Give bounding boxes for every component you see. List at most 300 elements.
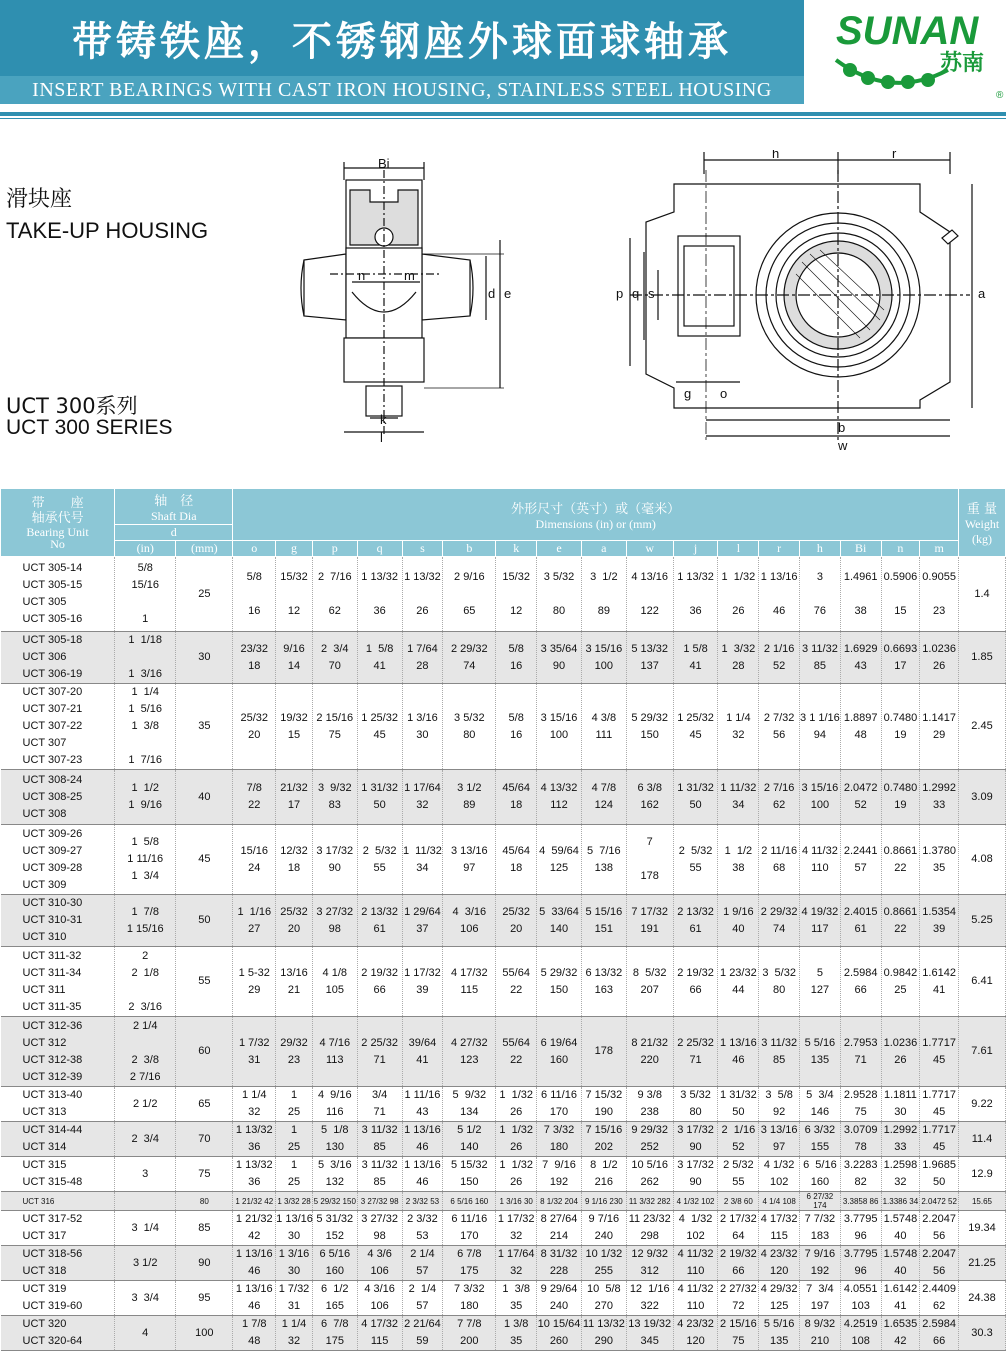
dim-cell-g: 15/32 12 <box>276 557 313 632</box>
dim-cell-j: 3 17/32 90 <box>673 1122 718 1157</box>
label-g: g <box>684 386 692 401</box>
bearing-unit-cell: UCT 305-14 UCT 305-15 UCT 305 UCT 305-16 <box>1 557 115 632</box>
dim-cell-j: 4 11/32 110 <box>673 1281 718 1316</box>
dim-cell-b: 2 9/16 65 <box>443 557 496 632</box>
dim-cell-h: 8 9/32 210 <box>800 1316 841 1351</box>
table-row <box>1 1246 1006 1281</box>
side-view <box>301 156 511 445</box>
shaft-mm-cell: 65 <box>176 1087 233 1122</box>
bearing-unit-cell: UCT 317-52 UCT 317 <box>1 1211 115 1246</box>
dim-cell-j: 1 13/32 36 <box>673 557 718 632</box>
dim-cell-r: 4 17/32 115 <box>759 1211 800 1246</box>
technical-drawing <box>290 150 1006 460</box>
dim-cell-j: 2 19/32 66 <box>673 947 718 1017</box>
dim-cell-r: 1 13/16 46 <box>759 557 800 632</box>
bearing-unit-cell: UCT 319 UCT 319-60 <box>1 1281 115 1316</box>
shaft-mm-cell: 85 <box>176 1211 233 1246</box>
dim-cell-e: 10 15/64 260 <box>537 1316 582 1351</box>
shaft-mm-cell: 35 <box>176 684 233 770</box>
dim-cell-k: 25/32 20 <box>496 895 537 947</box>
header-col-r: r <box>759 541 800 557</box>
dim-cell-b: 3 5/32 80 <box>443 684 496 770</box>
dim-cell-Bi: 2.2441 57 <box>840 825 881 895</box>
table-row <box>1 1192 1006 1211</box>
weight-cell: 9.22 <box>959 1087 1006 1122</box>
shaft-mm-cell: 40 <box>176 770 233 825</box>
dim-cell-a: 5 7/16 138 <box>581 825 626 895</box>
weight-cell: 7.61 <box>959 1017 1006 1087</box>
shaft-in-cell: 1 1/2 1 9/16 <box>115 770 176 825</box>
bearing-unit-cell: UCT 309-26 UCT 309-27 UCT 309-28 UCT 309 <box>1 825 115 895</box>
dim-cell-h: 7 3/4 197 <box>800 1281 841 1316</box>
dim-cell-s: 2 1/4 57 <box>402 1281 443 1316</box>
dim-cell-n: 1.6535 42 <box>881 1316 920 1351</box>
dim-cell-o: 1 13/32 36 <box>233 1122 276 1157</box>
housing-drawing <box>290 150 1006 460</box>
header-mm: (mm) <box>176 541 233 557</box>
dim-cell-w: 10 5/16 262 <box>626 1157 673 1192</box>
dim-cell-Bi: 1.4961 38 <box>840 557 881 632</box>
shaft-in-cell: 2 1/2 <box>115 1087 176 1122</box>
dim-cell-b: 5 1/2 140 <box>443 1122 496 1157</box>
dim-cell-a: 4 7/8 124 <box>581 770 626 825</box>
dim-cell-k: 1 3/16 30 <box>496 1192 537 1211</box>
dim-cell-q: 3 11/32 85 <box>357 1122 402 1157</box>
dim-cell-e: 9 29/64 240 <box>537 1281 582 1316</box>
dim-cell-g: 25/32 20 <box>276 895 313 947</box>
dim-cell-q: 2 13/32 61 <box>357 895 402 947</box>
dim-cell-j: 4 11/32 110 <box>673 1246 718 1281</box>
dim-cell-l: 2 5/32 55 <box>718 1157 759 1192</box>
dim-cell-a: 10 1/32 255 <box>581 1246 626 1281</box>
dim-cell-g: 12/32 18 <box>276 825 313 895</box>
dim-cell-m: 1.3780 35 <box>920 825 959 895</box>
dim-cell-a: 9 7/16 240 <box>581 1211 626 1246</box>
dim-cell-n: 0.6693 17 <box>881 632 920 684</box>
shaft-in-cell: 3 1/4 <box>115 1211 176 1246</box>
bearing-unit-cell: UCT 314-44 UCT 314 <box>1 1122 115 1157</box>
dim-cell-g: 1 3/16 30 <box>276 1246 313 1281</box>
dim-cell-q: 3/4 71 <box>357 1087 402 1122</box>
weight-cell: 21.25 <box>959 1246 1006 1281</box>
dim-cell-q: 2 19/32 66 <box>357 947 402 1017</box>
table-row <box>1 770 1006 825</box>
dim-cell-k: 15/32 12 <box>496 557 537 632</box>
shaft-mm-cell: 45 <box>176 825 233 895</box>
dim-cell-q: 4 3/6 106 <box>357 1246 402 1281</box>
dim-cell-l: 1 11/32 34 <box>718 770 759 825</box>
dim-cell-a: 5 15/16 151 <box>581 895 626 947</box>
dim-cell-l: 2 19/32 66 <box>718 1246 759 1281</box>
sunan-logo <box>830 0 1006 104</box>
bearing-unit-cell: UCT 320 UCT 320-64 <box>1 1316 115 1351</box>
weight-cell: 15.65 <box>959 1192 1006 1211</box>
header-col-l: l <box>718 541 759 557</box>
dim-cell-j: 4 23/32 120 <box>673 1316 718 1351</box>
dim-cell-m: 0.9055 23 <box>920 557 959 632</box>
dim-cell-n: 1.6142 41 <box>881 1281 920 1316</box>
label-r: r <box>892 150 897 161</box>
dim-cell-e: 4 59/64 125 <box>537 825 582 895</box>
dim-cell-o: 1 1/4 32 <box>233 1087 276 1122</box>
dim-cell-w: 7 178 <box>626 825 673 895</box>
shaft-in-cell: 3 <box>115 1157 176 1192</box>
shaft-in-cell: 4 <box>115 1316 176 1351</box>
dim-cell-n: 1.3386 34 <box>881 1192 920 1211</box>
spec-table <box>0 488 1006 1351</box>
dim-cell-r: 3 11/32 85 <box>759 1017 800 1087</box>
series-title-cn: UCT 300系列 <box>6 394 138 418</box>
header-col-a: a <box>581 541 626 557</box>
label-q: q <box>632 286 640 301</box>
dim-cell-w: 8 21/32 220 <box>626 1017 673 1087</box>
dim-cell-p: 4 9/16 116 <box>312 1087 357 1122</box>
shaft-mm-cell: 75 <box>176 1157 233 1192</box>
bearing-unit-cell: UCT 307-20 UCT 307-21 UCT 307-22 UCT 307 UCT 307-23 <box>1 684 115 770</box>
dim-cell-h: 6 27/32 174 <box>800 1192 841 1211</box>
dim-cell-w: 12 9/32 312 <box>626 1246 673 1281</box>
dim-cell-p: 5 29/32 150 <box>312 1192 357 1211</box>
dim-cell-a: 178 <box>581 1017 626 1087</box>
shaft-in-cell: 2 3/4 <box>115 1122 176 1157</box>
header-col-g: g <box>276 541 313 557</box>
dim-cell-p: 4 7/16 113 <box>312 1017 357 1087</box>
dim-cell-m: 2.2047 56 <box>920 1246 959 1281</box>
dim-cell-q: 3 11/32 85 <box>357 1157 402 1192</box>
dim-cell-m: 2.2047 56 <box>920 1211 959 1246</box>
dim-cell-n: 1.0236 26 <box>881 1017 920 1087</box>
dim-cell-r: 2 29/32 74 <box>759 895 800 947</box>
dim-cell-j: 2 13/32 61 <box>673 895 718 947</box>
shaft-in-cell: 1 7/8 1 15/16 <box>115 895 176 947</box>
dim-cell-m: 1.7717 45 <box>920 1017 959 1087</box>
table-row <box>1 1122 1006 1157</box>
table-row <box>1 632 1006 684</box>
dim-cell-p: 6 1/2 165 <box>312 1281 357 1316</box>
front-view <box>616 150 986 453</box>
logo-brand-en: SUNAN <box>836 9 979 53</box>
header-col-s: s <box>402 541 443 557</box>
dim-cell-a: 3 15/16 100 <box>581 632 626 684</box>
dim-cell-w: 5 29/32 150 <box>626 684 673 770</box>
dim-cell-b: 6 11/16 170 <box>443 1211 496 1246</box>
dim-cell-o: 1 1/16 27 <box>233 895 276 947</box>
dim-cell-m: 1.7717 45 <box>920 1122 959 1157</box>
dim-cell-w: 8 5/32 207 <box>626 947 673 1017</box>
logo-brand-cn: 苏南 <box>940 51 985 76</box>
header-shaft-symbol: d <box>115 525 233 541</box>
dim-cell-r: 2 7/16 62 <box>759 770 800 825</box>
dim-cell-l: 2 1/16 52 <box>718 1122 759 1157</box>
dim-cell-h: 3 76 <box>800 557 841 632</box>
label-d: d <box>488 286 496 301</box>
dim-cell-g: 1 13/16 30 <box>276 1211 313 1246</box>
dim-cell-Bi: 3.2283 82 <box>840 1157 881 1192</box>
label-w: w <box>838 438 848 453</box>
dim-cell-e: 3 35/64 90 <box>537 632 582 684</box>
dim-cell-e: 4 13/32 112 <box>537 770 582 825</box>
shaft-in-cell: 5/8 15/16 1 <box>115 557 176 632</box>
dim-cell-r: 4 29/32 125 <box>759 1281 800 1316</box>
dim-cell-j: 1 5/8 41 <box>673 632 718 684</box>
dim-cell-k: 1 1/32 26 <box>496 1122 537 1157</box>
header-weight: 重 量 Weight (kg) <box>959 489 1006 557</box>
dim-cell-h: 5 3/4 146 <box>800 1087 841 1122</box>
dim-cell-m: 1.7717 45 <box>920 1087 959 1122</box>
dim-cell-m: 1.2992 33 <box>920 770 959 825</box>
label-l: l <box>380 430 383 445</box>
dim-cell-w: 11 23/32 298 <box>626 1211 673 1246</box>
dim-cell-b: 3 13/16 97 <box>443 825 496 895</box>
dim-cell-a: 4 3/8 111 <box>581 684 626 770</box>
spec-table-body <box>1 557 1006 1351</box>
dim-cell-g: 1 25 <box>276 1122 313 1157</box>
header-col-n: n <box>881 541 920 557</box>
dim-cell-w: 12 1/16 322 <box>626 1281 673 1316</box>
shaft-in-cell: 1 5/8 1 11/16 1 3/4 <box>115 825 176 895</box>
dim-cell-m: 2.5984 66 <box>920 1316 959 1351</box>
dim-cell-h: 5 127 <box>800 947 841 1017</box>
header-col-m: m <box>920 541 959 557</box>
weight-cell: 1.85 <box>959 632 1006 684</box>
header-col-j: j <box>673 541 718 557</box>
registered-mark: ® <box>996 90 1004 101</box>
dim-cell-j: 2 25/32 71 <box>673 1017 718 1087</box>
logo-graphic <box>830 0 1006 104</box>
dim-cell-b: 7 3/32 180 <box>443 1281 496 1316</box>
dim-cell-l: 2 3/8 60 <box>718 1192 759 1211</box>
shaft-in-cell: 3 3/4 <box>115 1281 176 1316</box>
table-row <box>1 557 1006 632</box>
dim-cell-h: 3 1 1/16 94 <box>800 684 841 770</box>
dim-cell-n: 1.5748 40 <box>881 1211 920 1246</box>
dim-cell-Bi: 1.6929 43 <box>840 632 881 684</box>
dim-cell-h: 3 11/32 85 <box>800 632 841 684</box>
label-k: k <box>380 412 387 427</box>
dim-cell-h: 7 7/32 183 <box>800 1211 841 1246</box>
dim-cell-m: 1.1417 29 <box>920 684 959 770</box>
dim-cell-w: 13 19/32 345 <box>626 1316 673 1351</box>
table-row <box>1 1087 1006 1122</box>
bearing-unit-cell: UCT 305-18 UCT 306 UCT 306-19 <box>1 632 115 684</box>
dim-cell-o: 1 13/32 36 <box>233 1157 276 1192</box>
header-bearing-unit: 带 座 轴承代号 Bearing Unit No <box>1 489 115 557</box>
dim-cell-s: 1 13/32 26 <box>402 557 443 632</box>
dim-cell-e: 6 19/64 160 <box>537 1017 582 1087</box>
label-s: s <box>648 286 655 301</box>
dim-cell-k: 1 17/64 32 <box>496 1246 537 1281</box>
dim-cell-n: 0.8661 22 <box>881 825 920 895</box>
dim-cell-k: 45/64 18 <box>496 825 537 895</box>
dim-cell-b: 4 27/32 123 <box>443 1017 496 1087</box>
dim-cell-l: 1 13/16 46 <box>718 1017 759 1087</box>
shaft-mm-cell: 50 <box>176 895 233 947</box>
header-col-k: k <box>496 541 537 557</box>
dim-cell-o: 1 13/16 46 <box>233 1281 276 1316</box>
label-h: h <box>772 150 780 161</box>
dim-cell-Bi: 2.4015 61 <box>840 895 881 947</box>
dim-cell-j: 2 5/32 55 <box>673 825 718 895</box>
dim-cell-e: 6 11/16 170 <box>537 1087 582 1122</box>
dim-cell-s: 2 3/32 53 <box>402 1211 443 1246</box>
dim-cell-g: 1 25 <box>276 1157 313 1192</box>
dim-cell-l: 1 1/4 32 <box>718 684 759 770</box>
dim-cell-b: 4 3/16 106 <box>443 895 496 947</box>
dim-cell-a: 9 1/16 230 <box>581 1192 626 1211</box>
shaft-mm-cell: 100 <box>176 1316 233 1351</box>
dim-cell-l: 2 17/32 64 <box>718 1211 759 1246</box>
dim-cell-b: 3 1/2 89 <box>443 770 496 825</box>
dim-cell-p: 3 17/32 90 <box>312 825 357 895</box>
dim-cell-a: 7 15/32 190 <box>581 1087 626 1122</box>
dim-cell-b: 2 29/32 74 <box>443 632 496 684</box>
dim-cell-Bi: 2.0472 52 <box>840 770 881 825</box>
dim-cell-s: 39/64 41 <box>402 1017 443 1087</box>
dim-cell-s: 1 13/16 46 <box>402 1157 443 1192</box>
dim-cell-r: 2 7/32 56 <box>759 684 800 770</box>
header-col-p: p <box>312 541 357 557</box>
dim-cell-q: 3 27/32 98 <box>357 1192 402 1211</box>
dim-cell-q: 4 3/16 106 <box>357 1281 402 1316</box>
dim-cell-q: 2 5/32 55 <box>357 825 402 895</box>
dim-cell-p: 2 7/16 62 <box>312 557 357 632</box>
dim-cell-m: 1.9685 50 <box>920 1157 959 1192</box>
table-row <box>1 895 1006 947</box>
header-col-q: q <box>357 541 402 557</box>
dim-cell-n: 0.7480 19 <box>881 770 920 825</box>
shaft-in-cell: 2 1/4 2 3/8 2 7/16 <box>115 1017 176 1087</box>
header-col-w: w <box>626 541 673 557</box>
dim-cell-e: 7 9/16 192 <box>537 1157 582 1192</box>
dim-cell-s: 1 17/32 39 <box>402 947 443 1017</box>
dim-cell-k: 1 3/8 35 <box>496 1316 537 1351</box>
dim-cell-b: 6 5/16 160 <box>443 1192 496 1211</box>
dim-cell-g: 1 7/32 31 <box>276 1281 313 1316</box>
shaft-mm-cell: 95 <box>176 1281 233 1316</box>
dim-cell-o: 5/8 16 <box>233 557 276 632</box>
dim-cell-g: 9/16 14 <box>276 632 313 684</box>
dim-cell-k: 45/64 18 <box>496 770 537 825</box>
dim-cell-s: 1 11/16 43 <box>402 1087 443 1122</box>
dim-cell-g: 29/32 23 <box>276 1017 313 1087</box>
weight-cell: 6.41 <box>959 947 1006 1017</box>
bearing-unit-cell: UCT 313-40 UCT 313 <box>1 1087 115 1122</box>
dim-cell-l: 1 9/16 40 <box>718 895 759 947</box>
weight-cell: 30.3 <box>959 1316 1006 1351</box>
bearing-unit-cell: UCT 315 UCT 315-48 <box>1 1157 115 1192</box>
dim-cell-g: 1 25 <box>276 1087 313 1122</box>
weight-cell: 5.25 <box>959 895 1006 947</box>
dim-cell-Bi: 3.3858 86 <box>840 1192 881 1211</box>
dim-cell-a: 6 13/32 163 <box>581 947 626 1017</box>
dim-cell-p: 3 9/32 83 <box>312 770 357 825</box>
dim-cell-b: 6 7/8 175 <box>443 1246 496 1281</box>
dim-cell-j: 4 1/32 102 <box>673 1211 718 1246</box>
dim-cell-w: 5 13/32 137 <box>626 632 673 684</box>
weight-cell: 12.9 <box>959 1157 1006 1192</box>
dim-cell-r: 4 1/4 108 <box>759 1192 800 1211</box>
dim-cell-w: 6 3/8 162 <box>626 770 673 825</box>
dim-cell-l: 2 15/16 75 <box>718 1316 759 1351</box>
dim-cell-q: 3 27/32 98 <box>357 1211 402 1246</box>
dim-cell-l: 1 23/32 44 <box>718 947 759 1017</box>
dim-cell-h: 6 5/16 160 <box>800 1157 841 1192</box>
dim-cell-Bi: 3.7795 96 <box>840 1211 881 1246</box>
dim-cell-o: 25/32 20 <box>233 684 276 770</box>
dim-cell-k: 1 1/32 26 <box>496 1157 537 1192</box>
dim-cell-s: 2 3/32 53 <box>402 1192 443 1211</box>
dim-cell-j: 4 1/32 102 <box>673 1192 718 1211</box>
dim-cell-q: 2 25/32 71 <box>357 1017 402 1087</box>
shaft-mm-cell: 60 <box>176 1017 233 1087</box>
dim-cell-p: 2 3/4 70 <box>312 632 357 684</box>
dim-cell-h: 6 3/32 155 <box>800 1122 841 1157</box>
dim-cell-q: 1 31/32 50 <box>357 770 402 825</box>
dim-cell-m: 1.6142 41 <box>920 947 959 1017</box>
series-title-en: UCT 300 SERIES <box>6 416 173 439</box>
shaft-in-cell: 1 1/4 1 5/16 1 3/8 1 7/16 <box>115 684 176 770</box>
dim-cell-o: 1 7/8 48 <box>233 1316 276 1351</box>
shaft-mm-cell: 90 <box>176 1246 233 1281</box>
banner <box>0 0 804 104</box>
dim-cell-Bi: 3.0709 78 <box>840 1122 881 1157</box>
table-row <box>1 1017 1006 1087</box>
weight-cell: 24.38 <box>959 1281 1006 1316</box>
dim-cell-p: 5 31/32 152 <box>312 1211 357 1246</box>
dim-cell-p: 6 7/8 175 <box>312 1316 357 1351</box>
section-title-en: TAKE-UP HOUSING <box>6 218 209 243</box>
dim-cell-Bi: 4.2519 108 <box>840 1316 881 1351</box>
dim-cell-Bi: 2.7953 71 <box>840 1017 881 1087</box>
dim-cell-n: 0.8661 22 <box>881 895 920 947</box>
dim-cell-p: 2 15/16 75 <box>312 684 357 770</box>
dim-cell-e: 3 15/16 100 <box>537 684 582 770</box>
dim-cell-s: 1 7/64 28 <box>402 632 443 684</box>
section-title-cn: 滑块座 <box>6 187 73 212</box>
dim-cell-b: 5 15/32 150 <box>443 1157 496 1192</box>
dim-cell-Bi: 2.9528 75 <box>840 1087 881 1122</box>
dim-cell-j: 3 5/32 80 <box>673 1087 718 1122</box>
table-row <box>1 1211 1006 1246</box>
label-b: b <box>838 420 846 435</box>
dim-cell-e: 8 1/32 204 <box>537 1192 582 1211</box>
header-rule-thin <box>0 118 1006 119</box>
dim-cell-o: 1 21/32 42 <box>233 1211 276 1246</box>
shaft-in-cell <box>115 1192 176 1211</box>
dim-cell-m: 2.4409 62 <box>920 1281 959 1316</box>
dim-cell-h: 7 9/16 192 <box>800 1246 841 1281</box>
dim-cell-g: 13/16 21 <box>276 947 313 1017</box>
bearing-unit-cell: UCT 308-24 UCT 308-25 UCT 308 <box>1 770 115 825</box>
dim-cell-n: 1.1811 30 <box>881 1087 920 1122</box>
header-col-Bi: Bi <box>840 541 881 557</box>
dim-cell-k: 55/64 22 <box>496 947 537 1017</box>
dim-cell-p: 5 3/16 132 <box>312 1157 357 1192</box>
label-n: n <box>358 268 366 283</box>
dim-cell-m: 2.0472 52 <box>920 1192 959 1211</box>
dim-cell-h: 5 5/16 135 <box>800 1017 841 1087</box>
dim-cell-w: 9 3/8 238 <box>626 1087 673 1122</box>
dim-cell-o: 1 13/16 46 <box>233 1246 276 1281</box>
shaft-in-cell: 1 1/18 1 3/16 <box>115 632 176 684</box>
label-p: p <box>616 286 624 301</box>
dim-cell-r: 3 5/8 92 <box>759 1087 800 1122</box>
shaft-mm-cell: 55 <box>176 947 233 1017</box>
dim-cell-p: 6 5/16 160 <box>312 1246 357 1281</box>
label-a: a <box>978 286 986 301</box>
dim-cell-b: 4 17/32 115 <box>443 947 496 1017</box>
header-col-o: o <box>233 541 276 557</box>
